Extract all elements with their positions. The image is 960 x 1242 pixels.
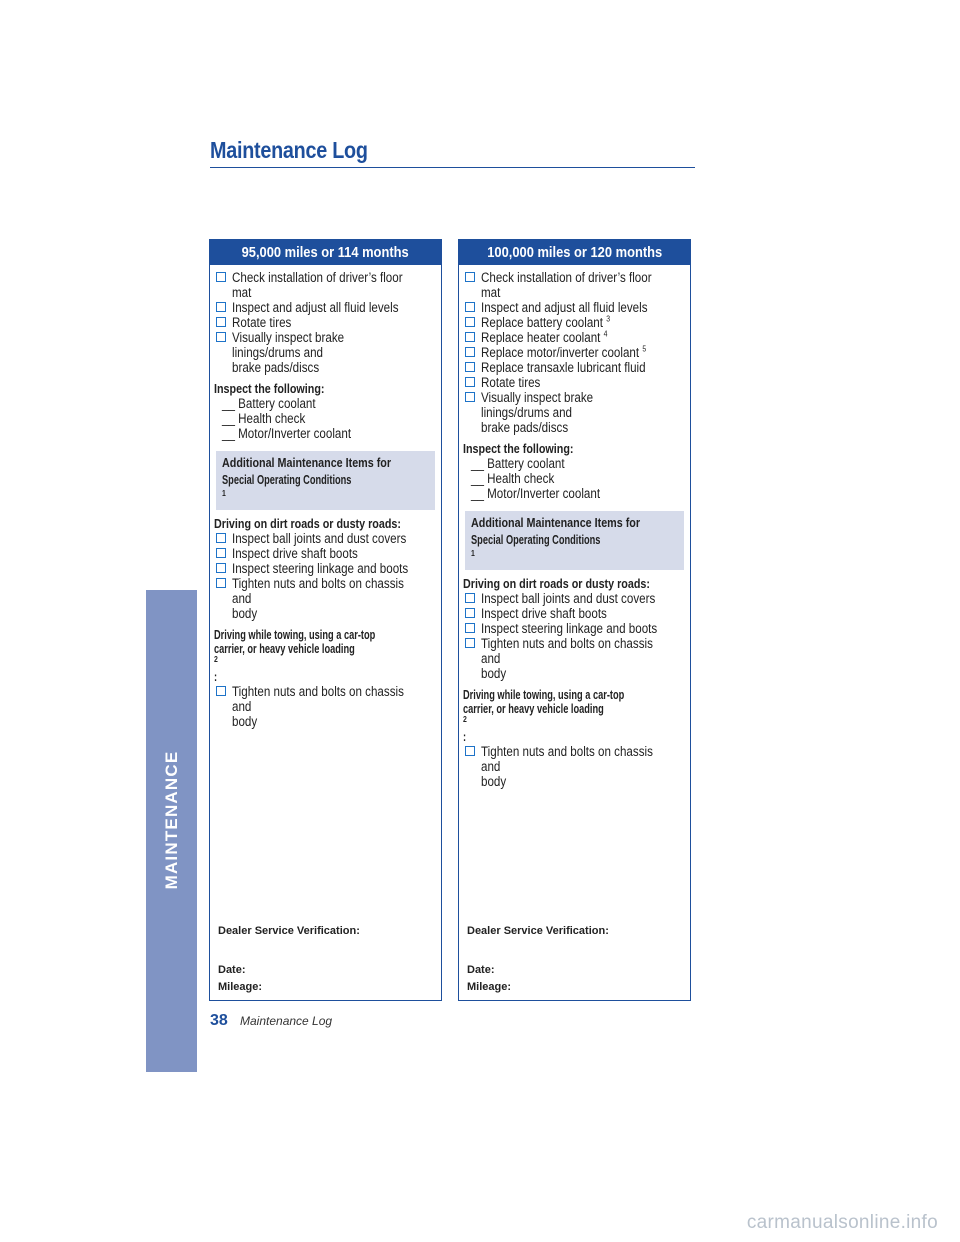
- checklist-item-continuation-wrap: [463, 774, 686, 789]
- checklist-item-text: Replace transaxle lubricant fluid: [481, 360, 646, 375]
- checkbox[interactable]: [216, 686, 226, 696]
- footnote-ref: 2: [463, 714, 467, 724]
- checklist-item: [463, 744, 686, 774]
- column-heading-text: 100,000 miles or 120 months: [487, 244, 662, 261]
- checklist-item-text: Visually inspect brake linings/drums and: [481, 390, 594, 420]
- mileage-label: [467, 981, 511, 993]
- log-column-100000: [458, 239, 691, 1001]
- towing-label-suffix: :: [214, 670, 218, 684]
- additional-items-title-2: Special Operating Conditions: [471, 533, 601, 547]
- additional-items-title-1: Additional Maintenance Items for: [471, 516, 641, 530]
- checklist-item: [463, 270, 686, 300]
- checklist-item: [463, 330, 686, 345]
- checklist-item: [463, 636, 686, 666]
- checklist-item-continuation: body: [481, 774, 507, 789]
- column-body: [210, 265, 441, 729]
- checklist-item-text-wrap: [232, 315, 408, 330]
- checklist-item-text-wrap: [481, 375, 657, 390]
- checklist-item: [463, 375, 686, 390]
- inspect-label-text: Inspect the following:: [214, 382, 325, 396]
- checklist-item: [214, 531, 437, 546]
- inspect-label-text: Inspect the following:: [463, 442, 574, 456]
- checkbox[interactable]: [465, 272, 475, 282]
- additional-items-box: [216, 451, 435, 510]
- inspect-item-text: __ Battery coolant: [222, 396, 316, 411]
- checklist-item-text-wrap: [481, 270, 657, 300]
- additional-items-title-2-wrap: [222, 472, 428, 506]
- checklist-item-text-wrap: [481, 330, 657, 345]
- towing-label-wrap: [214, 628, 436, 684]
- sidebar-label-wrap: [146, 590, 197, 910]
- checklist-item-text-wrap: [481, 345, 657, 360]
- checklist-item-continuation: brake pads/discs: [481, 420, 569, 435]
- checklist-item-text-wrap: [481, 591, 657, 606]
- checkbox[interactable]: [465, 392, 475, 402]
- checklist-item-text: Inspect steering linkage and boots: [232, 561, 409, 576]
- towing-label-1: Driving while towing, using a car-top: [463, 688, 625, 702]
- column-heading: [459, 240, 690, 265]
- checklist-item: [463, 606, 686, 621]
- checkbox[interactable]: [216, 302, 226, 312]
- dealer-verification-label: [218, 925, 360, 937]
- column-heading-text: 95,000 miles or 114 months: [241, 244, 410, 261]
- checklist-item-text: Inspect and adjust all fluid levels: [232, 300, 399, 315]
- dirt-roads-label: [463, 577, 686, 591]
- date-text: Date:: [467, 964, 495, 976]
- checkbox[interactable]: [465, 746, 475, 756]
- footnote-ref: 5: [642, 344, 647, 354]
- mileage-text: Mileage:: [218, 981, 263, 993]
- inspect-label: [214, 382, 437, 396]
- checkbox[interactable]: [216, 563, 226, 573]
- checklist-item-text: Inspect and adjust all fluid levels: [481, 300, 648, 315]
- towing-label: [463, 688, 686, 744]
- checklist-item: [463, 300, 686, 315]
- checklist-item-text: Inspect drive shaft boots: [232, 546, 358, 561]
- checkbox[interactable]: [465, 362, 475, 372]
- towing-label-1: Driving while towing, using a car-top: [214, 628, 376, 642]
- column-heading: [210, 240, 441, 265]
- checklist-item-text: Inspect steering linkage and boots: [481, 621, 658, 636]
- date-text: Date:: [218, 964, 246, 976]
- checklist-item: [463, 591, 686, 606]
- towing-label-wrap: [463, 688, 685, 744]
- additional-items-title-1: Additional Maintenance Items for: [222, 456, 392, 470]
- checkbox[interactable]: [465, 377, 475, 387]
- checkbox[interactable]: [465, 593, 475, 603]
- checklist-item-text-wrap: [232, 300, 408, 315]
- mileage-text: Mileage:: [467, 981, 512, 993]
- mileage-label: [218, 981, 262, 993]
- page-number: 38: [210, 1012, 228, 1029]
- checklist-item-text-wrap: [232, 270, 408, 300]
- checklist-item-continuation-wrap: [214, 714, 437, 729]
- checklist-item-text: Replace motor/inverter coolant: [481, 345, 640, 360]
- additional-items-box: [465, 511, 684, 570]
- checklist-item: [463, 360, 686, 375]
- checkbox[interactable]: [465, 608, 475, 618]
- inspect-item: [214, 426, 437, 441]
- inspect-item: [463, 486, 686, 501]
- checklist-item-text-wrap: [481, 360, 657, 375]
- checklist-item: [463, 345, 686, 360]
- date-label: [218, 964, 246, 976]
- checklist-item-text: Inspect drive shaft boots: [481, 606, 607, 621]
- checkbox[interactable]: [216, 578, 226, 588]
- inspect-item-text: __ Motor/Inverter coolant: [471, 486, 601, 501]
- title-rule: [210, 167, 695, 168]
- checklist-item: [214, 684, 437, 714]
- checklist-item: [214, 330, 437, 360]
- checkbox[interactable]: [465, 332, 475, 342]
- additional-items-title-2: Special Operating Conditions: [222, 473, 352, 487]
- checklist-item-text-wrap: [481, 390, 657, 420]
- page-label: Maintenance Log: [240, 1014, 333, 1028]
- inspect-item: [214, 396, 437, 411]
- column-body: [459, 265, 690, 789]
- checklist-item: [214, 561, 437, 576]
- inspect-item: [463, 456, 686, 471]
- checklist-item-continuation: body: [232, 606, 258, 621]
- footnote-ref: 2: [214, 654, 218, 664]
- checkbox[interactable]: [465, 347, 475, 357]
- dirt-roads-label: [214, 517, 437, 531]
- checkbox[interactable]: [465, 317, 475, 327]
- towing-label-2: carrier, or heavy vehicle loading: [214, 642, 355, 656]
- checkbox[interactable]: [216, 272, 226, 282]
- checkbox[interactable]: [465, 638, 475, 648]
- checkbox[interactable]: [216, 548, 226, 558]
- checklist-item: [214, 315, 437, 330]
- checklist-item-text: Visually inspect brake linings/drums and: [232, 330, 345, 360]
- checklist-item-text: Inspect ball joints and dust covers: [481, 591, 656, 606]
- checklist-item: [214, 576, 437, 606]
- inspect-item-text: __ Health check: [222, 411, 306, 426]
- checkbox[interactable]: [216, 533, 226, 543]
- checkbox[interactable]: [216, 332, 226, 342]
- checklist-item-text-wrap: [232, 576, 408, 606]
- checklist-item-text-wrap: [481, 636, 657, 666]
- dirt-roads-label-text: Driving on dirt roads or dusty roads:: [463, 577, 650, 591]
- checkbox[interactable]: [216, 317, 226, 327]
- checklist-item-continuation-wrap: [463, 666, 686, 681]
- checklist-item-continuation-wrap: [214, 360, 437, 375]
- checklist-item-text: Replace battery coolant: [481, 315, 603, 330]
- inspect-item-text: __ Health check: [471, 471, 555, 486]
- dealer-verification-text: Dealer Service Verification:: [218, 925, 360, 937]
- additional-items-title-2-wrap: [471, 532, 677, 566]
- checklist-item-text: Rotate tires: [232, 315, 292, 330]
- checkbox[interactable]: [465, 623, 475, 633]
- watermark: carmanualsonline.info: [746, 1212, 938, 1233]
- checklist-item-text-wrap: [481, 300, 657, 315]
- checklist-item: [463, 621, 686, 636]
- checklist-item-text: Inspect ball joints and dust covers: [232, 531, 407, 546]
- towing-label-suffix: :: [463, 730, 467, 744]
- dirt-roads-label-text: Driving on dirt roads or dusty roads:: [214, 517, 401, 531]
- checklist-item: [214, 270, 437, 300]
- checklist-item-text-wrap: [232, 330, 408, 360]
- footnote-ref: 3: [606, 314, 611, 324]
- towing-label-2: carrier, or heavy vehicle loading: [463, 702, 604, 716]
- checkbox[interactable]: [465, 302, 475, 312]
- checklist-item-text-wrap: [232, 561, 408, 576]
- checklist-item-text: Tighten nuts and bolts on chassis and: [232, 684, 404, 714]
- checklist-item-text-wrap: [481, 744, 657, 774]
- checklist-item-text: Tighten nuts and bolts on chassis and: [481, 744, 653, 774]
- checklist-item: [463, 390, 686, 420]
- dealer-verification-text: Dealer Service Verification:: [467, 925, 609, 937]
- checklist-item-text: Replace heater coolant: [481, 330, 601, 345]
- checklist-item-text-wrap: [481, 315, 657, 330]
- footnote-ref: 1: [222, 488, 226, 498]
- footnote-ref: 4: [603, 329, 608, 339]
- checklist-item-text: Tighten nuts and bolts on chassis and: [232, 576, 404, 606]
- checklist-item-text-wrap: [232, 546, 408, 561]
- checklist-item-text: Tighten nuts and bolts on chassis and: [481, 636, 653, 666]
- checklist-item-text-wrap: [232, 684, 408, 714]
- inspect-label: [463, 442, 686, 456]
- checklist-item: [463, 315, 686, 330]
- checklist-item: [214, 300, 437, 315]
- checklist-item-continuation-wrap: [463, 420, 686, 435]
- inspect-item-text: __ Motor/Inverter coolant: [222, 426, 352, 441]
- inspect-item: [463, 471, 686, 486]
- inspect-item-text: __ Battery coolant: [471, 456, 565, 471]
- footnote-ref: 1: [471, 548, 475, 558]
- checklist-item-continuation: body: [232, 714, 258, 729]
- checklist-item-continuation: brake pads/discs: [232, 360, 320, 375]
- checklist-item-text: Rotate tires: [481, 375, 541, 390]
- sidebar-label: MAINTENANCE: [161, 750, 181, 890]
- checklist-item-continuation: body: [481, 666, 507, 681]
- checklist-item-continuation-wrap: [214, 606, 437, 621]
- towing-label: [214, 628, 437, 684]
- page-title: Maintenance Log: [210, 137, 368, 163]
- checklist-item-text-wrap: [481, 606, 657, 621]
- checklist-item: [214, 546, 437, 561]
- inspect-item: [214, 411, 437, 426]
- checklist-item-text-wrap: [232, 531, 408, 546]
- checklist-item-text-wrap: [481, 621, 657, 636]
- dealer-verification-label: [467, 925, 609, 937]
- checklist-item-text: Check installation of driver’s floor mat: [481, 270, 652, 300]
- log-column-95000: [209, 239, 442, 1001]
- checklist-item-text: Check installation of driver’s floor mat: [232, 270, 403, 300]
- date-label: [467, 964, 495, 976]
